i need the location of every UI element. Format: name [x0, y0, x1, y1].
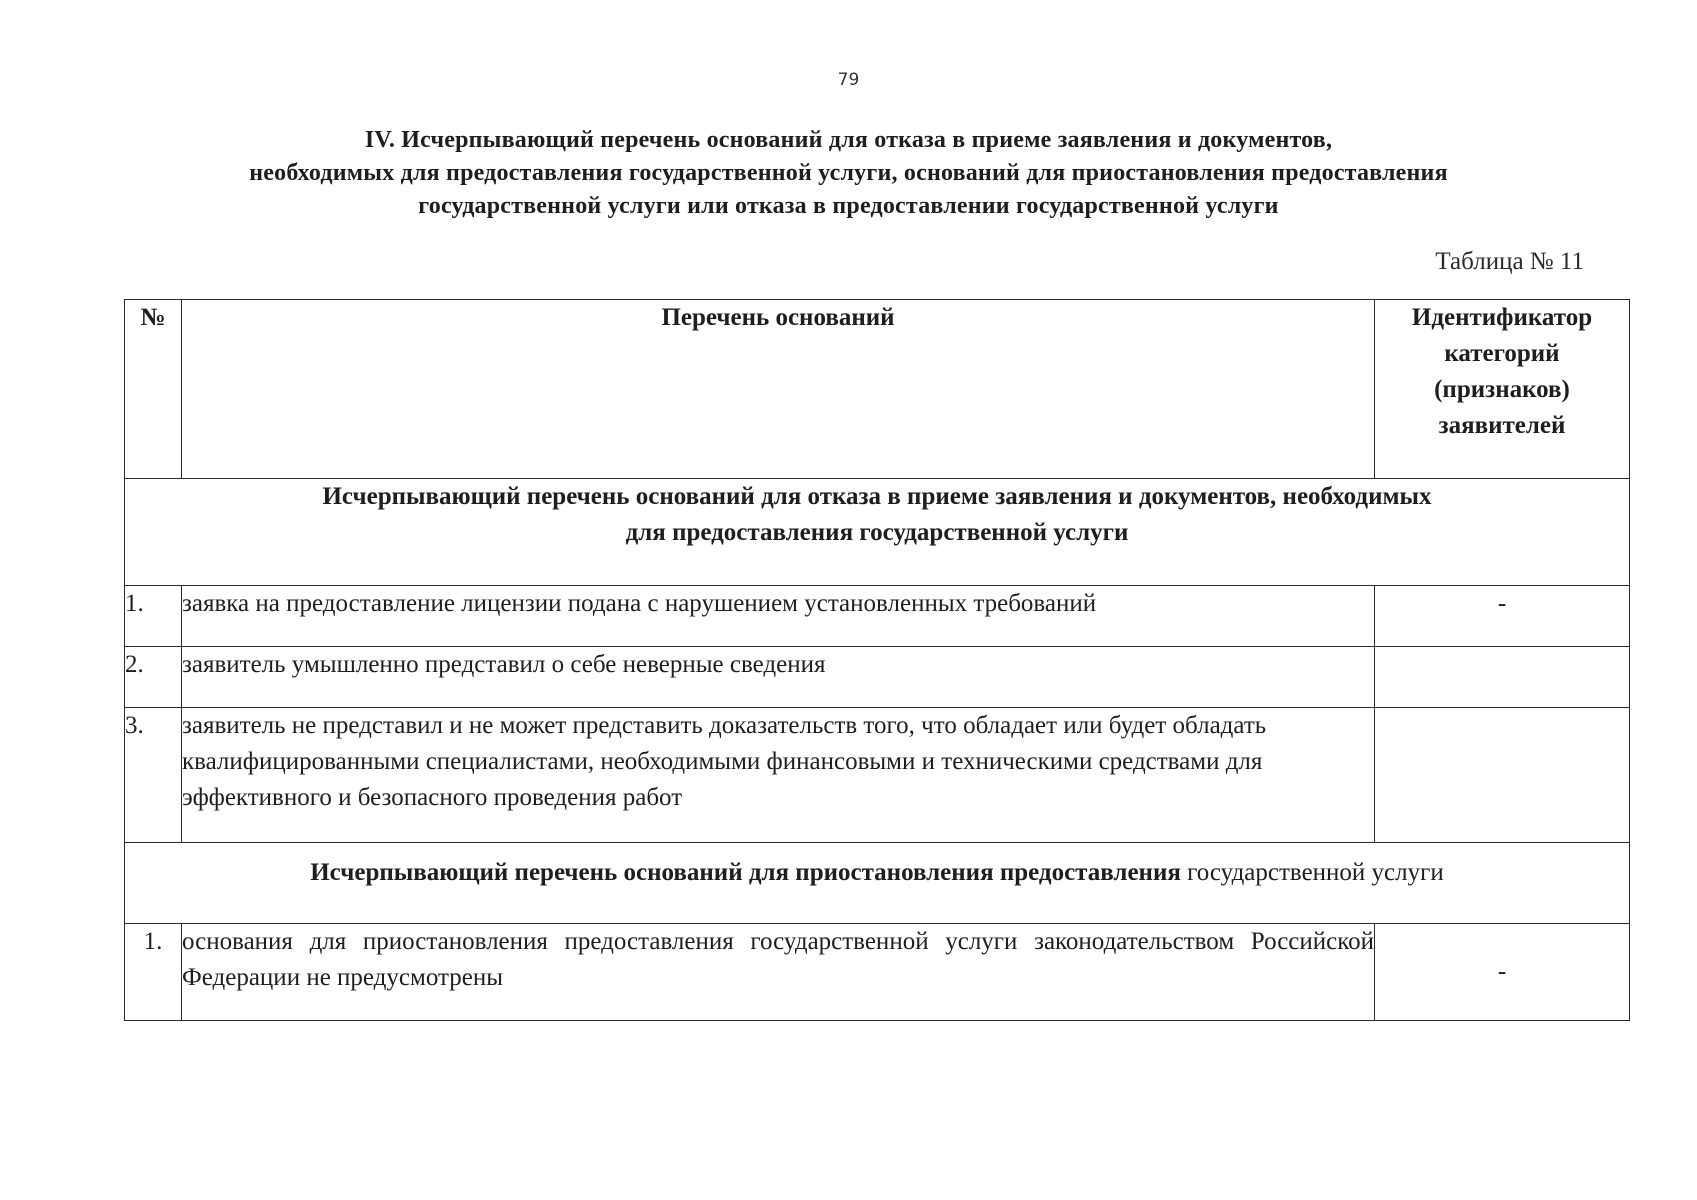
heading-line-1: IV. Исчерпывающий перечень оснований для отказа в приеме заявления и документов,	[364, 127, 1333, 153]
grounds-table	[124, 299, 1630, 1021]
row-number: 3.	[125, 708, 182, 843]
header-num: №	[125, 300, 182, 479]
row-number: 2.	[125, 647, 182, 708]
section-heading	[60, 124, 1637, 223]
row-number: 1.	[125, 924, 182, 1021]
row-identifier	[1375, 708, 1630, 843]
row-identifier: -	[1375, 924, 1630, 1021]
table-row	[125, 647, 1630, 708]
table-row	[125, 924, 1630, 1021]
row-text: заявка на предоставление лицензии подана с нарушением установленных требований	[182, 586, 1375, 647]
row-number: 1.	[125, 586, 182, 647]
row-text: заявитель не представил и не может представить доказательств того, что обладает или будет обладать квалифицированными специалистами, необходимыми финансовыми и техническими средствами для эффективного и безопасного проведения работ	[182, 708, 1375, 843]
table-label: Таблица № 11	[1435, 248, 1584, 275]
row-identifier: -	[1375, 586, 1630, 647]
page-number: 79	[837, 70, 860, 90]
section1-line-2: для предоставления государственной услуги	[625, 519, 1129, 546]
section2-bold-text: Исчерпывающий перечень оснований для приостановления предоставления	[310, 859, 1181, 886]
header-grounds: Перечень оснований	[182, 300, 1375, 479]
table-header-row	[125, 300, 1630, 479]
table-row	[125, 708, 1630, 843]
header-identifier-line-4: заявителей	[1438, 412, 1566, 439]
header-identifier-line-2: категорий	[1444, 340, 1560, 367]
section1-line-1: Исчерпывающий перечень оснований для отказа в приеме заявления и документов, необходимых	[322, 483, 1432, 510]
heading-line-3: государственной услуги или отказа в предоставлении государственной услуги	[418, 193, 1279, 219]
header-identifier-line-1: Идентификатор	[1411, 304, 1593, 331]
table-row	[125, 586, 1630, 647]
row-text: основания для приостановления предоставления государственной услуги законодательством Российской Федерации не предусмотрены	[182, 924, 1375, 1021]
section2-normal-text: государственной услуги	[1187, 859, 1444, 886]
heading-line-2: необходимых для предоставления государственной услуги, оснований для приостановления предоставления	[249, 160, 1448, 186]
section-title-refusal-acceptance	[125, 479, 1630, 586]
header-identifier-line-3: (признаков)	[1434, 376, 1570, 403]
section-title-suspension	[125, 843, 1630, 924]
section-row-suspension	[125, 843, 1630, 924]
section-row-refusal-acceptance	[125, 479, 1630, 586]
row-text: заявитель умышленно представил о себе неверные сведения	[182, 647, 1375, 708]
header-identifier	[1375, 300, 1630, 479]
row-identifier	[1375, 647, 1630, 708]
